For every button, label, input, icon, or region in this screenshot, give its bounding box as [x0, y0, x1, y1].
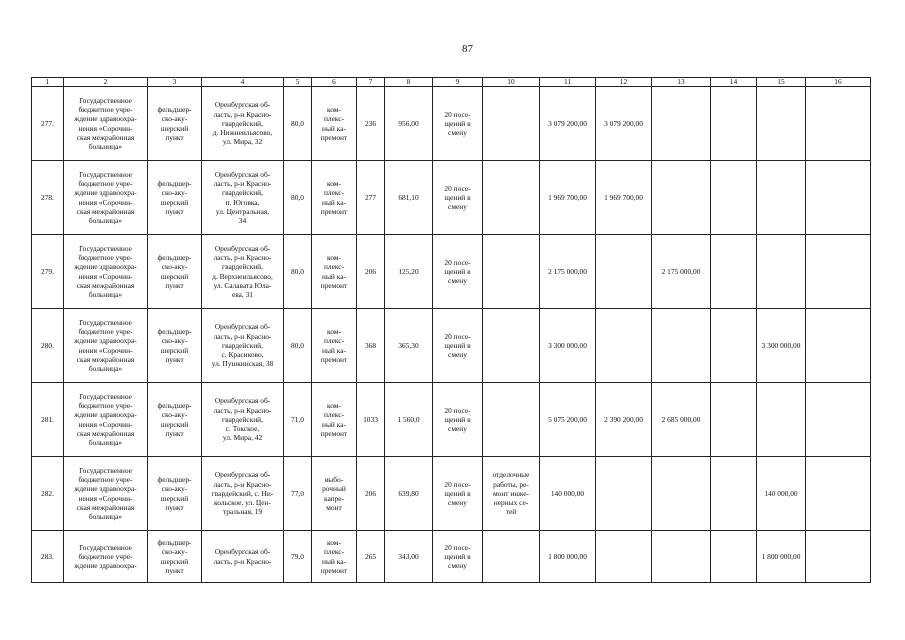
- table-row: [32, 87, 871, 161]
- col8-cell: 956,00: [385, 87, 433, 161]
- row-number: 282.: [32, 457, 64, 531]
- row-number: 278.: [32, 161, 64, 235]
- capacity-cell: 20 посе- щений в смену: [433, 309, 483, 383]
- capacity-cell: 20 посе- щений в смену: [433, 235, 483, 309]
- amount-col15-cell: 1 800 000,00: [757, 531, 806, 583]
- total-amount-cell: 1 800 000,00: [540, 531, 596, 583]
- repair-type-cell: выбо- рочный капре- монт: [312, 457, 357, 531]
- facility-address: Оренбургская об- ласть, р-н Красно- гвардейский, д. Верхнеильясово, ул. Салавата Юла- ева, 31: [202, 235, 284, 309]
- amount-col15-cell: [757, 235, 806, 309]
- facility-address: Оренбургская об- ласть, р-н Красно- гвардейский, с. Ни- кольское, ул. Цен- тральная, 19: [202, 457, 284, 531]
- amount-col12-cell: [596, 309, 652, 383]
- amount-col12-cell: 2 390 200,00: [596, 383, 652, 457]
- capacity-cell: 20 посе- щений в смену: [433, 161, 483, 235]
- amount-col12-cell: [596, 457, 652, 531]
- capacity-cell: 20 посе- щений в смену: [433, 457, 483, 531]
- works-description-cell: [483, 531, 540, 583]
- col-header-10: 10: [483, 78, 540, 87]
- column-number-row: [32, 78, 871, 87]
- table-row: [32, 383, 871, 457]
- repair-type-cell: ком- плекс- ный ка- премонт: [312, 531, 357, 583]
- col7-cell: 236: [357, 87, 385, 161]
- works-description-cell: отделочные работы, ре- монт инже- нерных се- тей: [483, 457, 540, 531]
- col-header-7: 7: [357, 78, 385, 87]
- facility-type: фельдшер- ско-аку- шерский пункт: [148, 235, 202, 309]
- repair-type-cell: ком- плекс- ный ка- премонт: [312, 161, 357, 235]
- col8-cell: 639,80: [385, 457, 433, 531]
- facility-type: фельдшер- ско-аку- шерский пункт: [148, 457, 202, 531]
- works-description-cell: [483, 235, 540, 309]
- amount-col16-cell: [806, 309, 871, 383]
- organization-name: Государственное бюджетное учре- ждение здравоохра- нения «Сорочин- ская межрайонная больница»: [64, 161, 148, 235]
- organization-name: Государственное бюджетное учре- ждение здравоохра- нения «Сорочин- ская межрайонная больница»: [64, 457, 148, 531]
- col-header-15: 15: [757, 78, 806, 87]
- amount-col16-cell: [806, 87, 871, 161]
- amount-col12-cell: [596, 531, 652, 583]
- amount-col13-cell: [652, 87, 711, 161]
- table-row: [32, 457, 871, 531]
- table-row: [32, 309, 871, 383]
- organization-name: Государственное бюджетное учре- ждение здравоохра- нения «Сорочин- ская межрайонная больница»: [64, 87, 148, 161]
- amount-col14-cell: [711, 383, 757, 457]
- amount-col15-cell: 140 000,00: [757, 457, 806, 531]
- works-description-cell: [483, 309, 540, 383]
- organization-name: Государственное бюджетное учре- ждение здравоохра-: [64, 531, 148, 583]
- col7-cell: 265: [357, 531, 385, 583]
- col8-cell: 1 560,0: [385, 383, 433, 457]
- total-amount-cell: 2 175 000,00: [540, 235, 596, 309]
- facility-address: Оренбургская об- ласть, р-н Красно- гвардейский, д. Нижнеильясово, ул. Мира, 32: [202, 87, 284, 161]
- works-description-cell: [483, 383, 540, 457]
- col-header-16: 16: [806, 78, 871, 87]
- col8-cell: 681,10: [385, 161, 433, 235]
- facility-address: Оренбургская об- ласть, р-н Красно- гвардейский, п. Юговка, ул. Центральная, 34: [202, 161, 284, 235]
- total-amount-cell: 3 300 000,00: [540, 309, 596, 383]
- facility-type: фельдшер- ско-аку- шерский пункт: [148, 531, 202, 583]
- amount-col13-cell: [652, 309, 711, 383]
- amount-col14-cell: [711, 531, 757, 583]
- amount-col14-cell: [711, 235, 757, 309]
- facilities-table: [31, 77, 871, 583]
- amount-col15-cell: [757, 161, 806, 235]
- organization-name: Государственное бюджетное учре- ждение здравоохра- нения «Сорочин- ская межрайонная больница»: [64, 235, 148, 309]
- facility-address: Оренбургская об- ласть, р-н Красно- гвардейский, с. Красиково, ул. Пушкинская, 38: [202, 309, 284, 383]
- organization-name: Государственное бюджетное учре- ждение здравоохра- нения «Сорочин- ская межрайонная больница»: [64, 383, 148, 457]
- col8-cell: 343,00: [385, 531, 433, 583]
- amount-col13-cell: [652, 457, 711, 531]
- area-cell: 80,0: [284, 87, 312, 161]
- works-description-cell: [483, 87, 540, 161]
- col-header-1: 1: [32, 78, 64, 87]
- table-row: [32, 531, 871, 583]
- amount-col14-cell: [711, 87, 757, 161]
- col7-cell: 206: [357, 235, 385, 309]
- table-row: [32, 235, 871, 309]
- amount-col16-cell: [806, 383, 871, 457]
- row-number: 279.: [32, 235, 64, 309]
- col-header-2: 2: [64, 78, 148, 87]
- amount-col14-cell: [711, 161, 757, 235]
- row-number: 280.: [32, 309, 64, 383]
- total-amount-cell: 5 075 200,00: [540, 383, 596, 457]
- total-amount-cell: 3 079 200,00: [540, 87, 596, 161]
- repair-type-cell: ком- плекс- ный ка- премонт: [312, 383, 357, 457]
- col-header-11: 11: [540, 78, 596, 87]
- col7-cell: 206: [357, 457, 385, 531]
- facility-address: Оренбургская об- ласть, р-н Красно- гвардейский, с. Токское, ул. Мира, 42: [202, 383, 284, 457]
- col-header-13: 13: [652, 78, 711, 87]
- page-number: 87: [462, 43, 473, 55]
- col-header-12: 12: [596, 78, 652, 87]
- col7-cell: 368: [357, 309, 385, 383]
- facility-address: Оренбургская об- ласть, р-н Красно-: [202, 531, 284, 583]
- table-body: [32, 87, 871, 583]
- facility-type: фельдшер- ско-аку- шерский пункт: [148, 87, 202, 161]
- amount-col12-cell: 3 079 200,00: [596, 87, 652, 161]
- facility-type: фельдшер- ско-аку- шерский пункт: [148, 161, 202, 235]
- repair-type-cell: ком- плекс- ный ка- премонт: [312, 309, 357, 383]
- row-number: 277.: [32, 87, 64, 161]
- area-cell: 80,0: [284, 235, 312, 309]
- area-cell: 77,0: [284, 457, 312, 531]
- amount-col13-cell: 2 685 000,00: [652, 383, 711, 457]
- repair-type-cell: ком- плекс- ный ка- премонт: [312, 235, 357, 309]
- col-header-14: 14: [711, 78, 757, 87]
- amount-col12-cell: [596, 235, 652, 309]
- amount-col16-cell: [806, 531, 871, 583]
- col7-cell: 277: [357, 161, 385, 235]
- col-header-3: 3: [148, 78, 202, 87]
- amount-col16-cell: [806, 161, 871, 235]
- amount-col13-cell: 2 175 000,00: [652, 235, 711, 309]
- amount-col15-cell: [757, 87, 806, 161]
- col-header-5: 5: [284, 78, 312, 87]
- capacity-cell: 20 посе- щений в смену: [433, 383, 483, 457]
- amount-col16-cell: [806, 235, 871, 309]
- capacity-cell: 20 посе- щений в смену: [433, 531, 483, 583]
- area-cell: 80,0: [284, 161, 312, 235]
- amount-col13-cell: [652, 531, 711, 583]
- repair-type-cell: ком- плекс- ный ка- премонт: [312, 87, 357, 161]
- facility-type: фельдшер- ско-аку- шерский пункт: [148, 309, 202, 383]
- organization-name: Государственное бюджетное учре- ждение здравоохра- нения «Сорочин- ская межрайонная больница»: [64, 309, 148, 383]
- col7-cell: 1033: [357, 383, 385, 457]
- capacity-cell: 20 посе- щений в смену: [433, 87, 483, 161]
- col8-cell: 365,30: [385, 309, 433, 383]
- amount-col15-cell: [757, 383, 806, 457]
- amount-col14-cell: [711, 309, 757, 383]
- col-header-6: 6: [312, 78, 357, 87]
- row-number: 283.: [32, 531, 64, 583]
- amount-col12-cell: 1 969 700,00: [596, 161, 652, 235]
- row-number: 281.: [32, 383, 64, 457]
- table-row: [32, 161, 871, 235]
- works-description-cell: [483, 161, 540, 235]
- col-header-8: 8: [385, 78, 433, 87]
- amount-col15-cell: 3 300 000,00: [757, 309, 806, 383]
- amount-col16-cell: [806, 457, 871, 531]
- area-cell: 79,0: [284, 531, 312, 583]
- area-cell: 71,0: [284, 383, 312, 457]
- total-amount-cell: 140 000,00: [540, 457, 596, 531]
- total-amount-cell: 1 969 700,00: [540, 161, 596, 235]
- facility-type: фельдшер- ско-аку- шерский пункт: [148, 383, 202, 457]
- col8-cell: 125,20: [385, 235, 433, 309]
- col-header-4: 4: [202, 78, 284, 87]
- amount-col13-cell: [652, 161, 711, 235]
- area-cell: 80,0: [284, 309, 312, 383]
- amount-col14-cell: [711, 457, 757, 531]
- col-header-9: 9: [433, 78, 483, 87]
